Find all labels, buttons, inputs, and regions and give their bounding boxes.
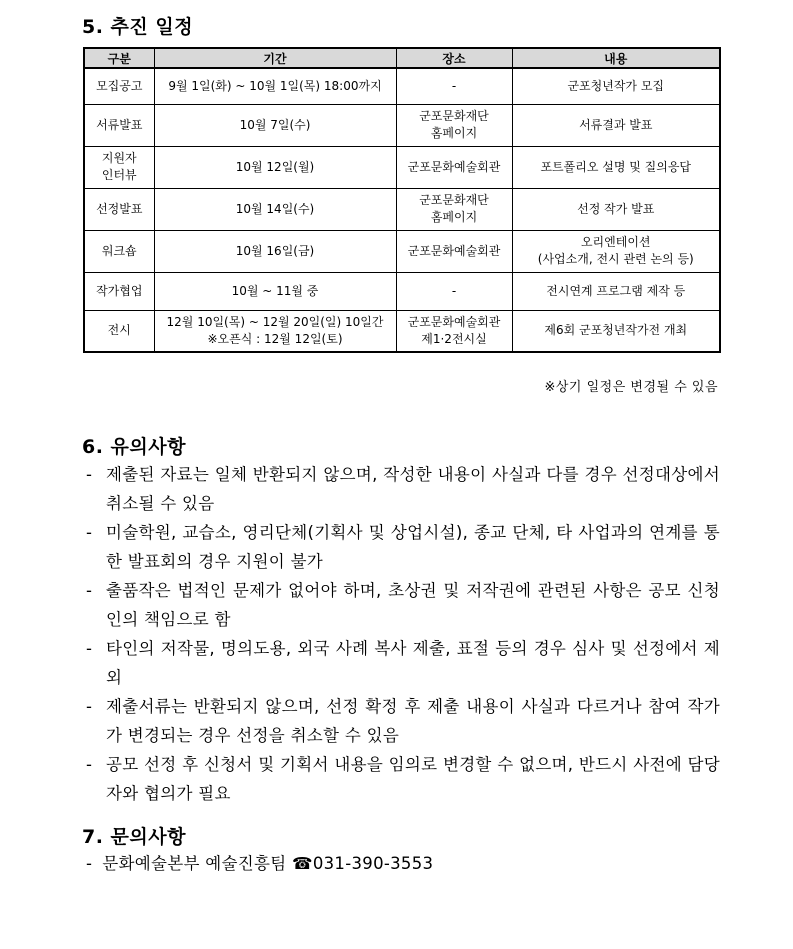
cell-period: 9월 1일(화) ~ 10월 1일(목) 18:00까지 — [154, 68, 396, 104]
bullet-dash: - — [86, 465, 93, 484]
cell-content: 군포청년작가 모집 — [512, 68, 720, 104]
cell-category: 모집공고 — [84, 68, 154, 104]
schedule-row — [84, 188, 720, 230]
cell-place: - — [396, 272, 512, 310]
cell-place: 군포문화재단 홈페이지 — [396, 188, 512, 230]
cell-content: 제6회 군포청년작가전 개최 — [512, 310, 720, 352]
precaution-item — [86, 692, 720, 750]
cell-period: 10월 12일(월) — [154, 146, 396, 188]
cell-period: 10월 7일(수) — [154, 104, 396, 146]
precaution-text: 제출서류는 반환되지 않으며, 선정 확정 후 제출 내용이 사실과 다르거나 참여 작가가 변경되는 경우 선정을 취소할 수 있음 — [106, 697, 720, 745]
section-title-schedule: 5. 추진 일정 — [82, 16, 194, 38]
bullet-dash: - — [86, 755, 93, 774]
bullet-dash: - — [86, 523, 93, 542]
schedule-row — [84, 104, 720, 146]
precaution-text: 타인의 저작물, 명의도용, 외국 사례 복사 제출, 표절 등의 경우 심사 및 선정에서 제외 — [106, 639, 720, 687]
cell-period: 10월 14일(수) — [154, 188, 396, 230]
cell-category: 워크숍 — [84, 230, 154, 272]
cell-place: 군포문화예술회관 제1·2전시실 — [396, 310, 512, 352]
precaution-item — [86, 634, 720, 692]
cell-place: - — [396, 68, 512, 104]
precaution-item — [86, 576, 720, 634]
bullet-dash: - — [86, 697, 93, 716]
cell-category: 지원자 인터뷰 — [84, 146, 154, 188]
cell-content: 서류결과 발표 — [512, 104, 720, 146]
cell-category: 전시 — [84, 310, 154, 352]
header-content: 내용 — [512, 48, 720, 68]
cell-content: 전시연계 프로그램 제작 등 — [512, 272, 720, 310]
bullet-dash: - — [86, 581, 93, 600]
schedule-row — [84, 68, 720, 104]
schedule-row — [84, 310, 720, 352]
contact-info: 문화예술본부 예술진흥팀 ☎031-390-3553 — [102, 854, 434, 873]
section-title-precautions: 6. 유의사항 — [82, 436, 186, 458]
cell-period: 12월 10일(목) ~ 12월 20일(일) 10일간 ※오픈식 : 12월 12일(토) — [154, 310, 396, 352]
cell-category: 서류발표 — [84, 104, 154, 146]
precautions-list — [86, 460, 720, 808]
cell-content: 선정 작가 발표 — [512, 188, 720, 230]
precaution-item — [86, 518, 720, 576]
precaution-text: 공모 선정 후 신청서 및 기획서 내용을 임의로 변경할 수 없으며, 반드시 사전에 담당자와 협의가 필요 — [106, 755, 720, 803]
cell-content: 포트폴리오 설명 및 질의응답 — [512, 146, 720, 188]
schedule-header-row — [84, 48, 720, 68]
header-category: 구분 — [84, 48, 154, 68]
schedule-row — [84, 146, 720, 188]
bullet-dash: - — [86, 854, 93, 873]
bullet-dash: - — [86, 639, 93, 658]
schedule-table — [83, 47, 721, 353]
precaution-text: 제출된 자료는 일체 반환되지 않으며, 작성한 내용이 사실과 다를 경우 선정대상에서 취소될 수 있음 — [106, 465, 720, 513]
schedule-row — [84, 272, 720, 310]
cell-place: 군포문화예술회관 — [396, 230, 512, 272]
precaution-text: 미술학원, 교습소, 영리단체(기획사 및 상업시설), 종교 단체, 타 사업과의 연계를 통한 발표회의 경우 지원이 불가 — [106, 523, 720, 571]
cell-place: 군포문화예술회관 — [396, 146, 512, 188]
header-period: 기간 — [154, 48, 396, 68]
precaution-item — [86, 750, 720, 808]
schedule-row — [84, 230, 720, 272]
cell-content: 오리엔테이션 (사업소개, 전시 관련 논의 등) — [512, 230, 720, 272]
precaution-item — [86, 460, 720, 518]
schedule-change-note: ※상기 일정은 변경될 수 있음 — [544, 380, 718, 395]
contact-line — [86, 850, 433, 874]
precaution-text: 출품작은 법적인 문제가 없어야 하며, 초상권 및 저작권에 관련된 사항은 공모 신청인의 책임으로 함 — [106, 581, 720, 629]
cell-place: 군포문화재단 홈페이지 — [396, 104, 512, 146]
section-title-inquiry: 7. 문의사항 — [82, 826, 186, 848]
cell-period: 10월 ~ 11월 중 — [154, 272, 396, 310]
cell-period: 10월 16일(금) — [154, 230, 396, 272]
header-place: 장소 — [396, 48, 512, 68]
cell-category: 선정발표 — [84, 188, 154, 230]
cell-category: 작가협업 — [84, 272, 154, 310]
